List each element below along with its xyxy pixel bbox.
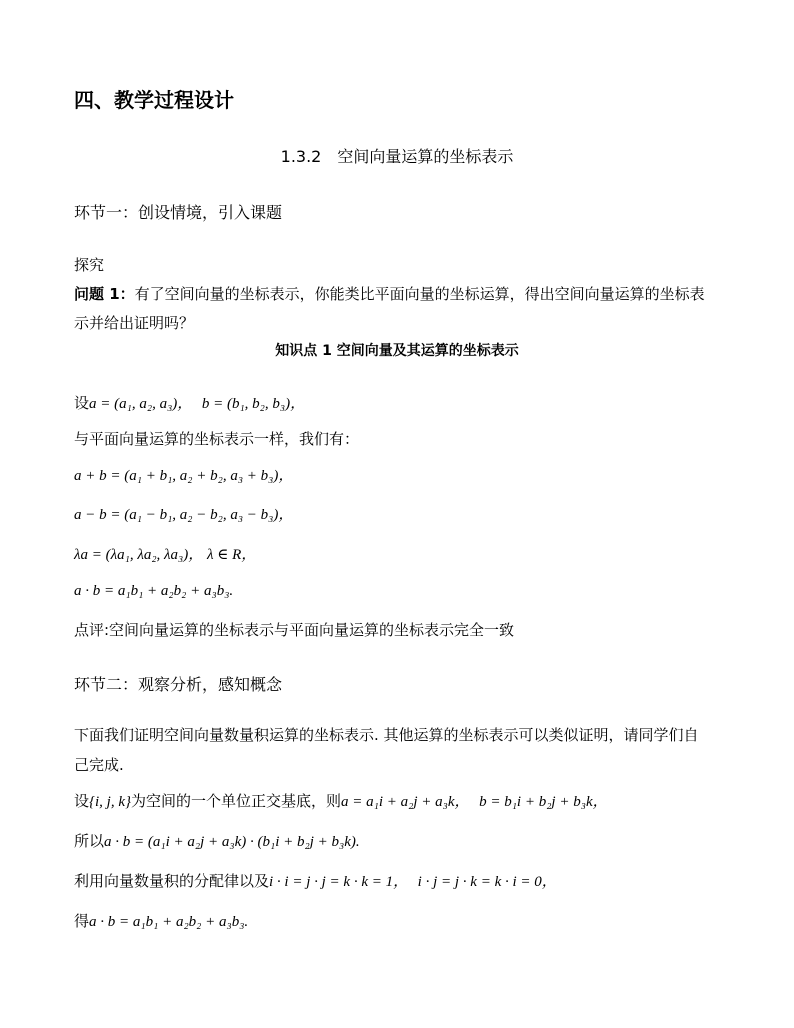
a-expansion: a = a₁i + a₂j + a₃k， (341, 794, 470, 810)
vector-a-definition: a = (a₁, a₂, a₃)， (89, 396, 193, 412)
distributive-statement (74, 870, 557, 891)
so-expression: a · b = (a₁i + a₂j + a₃k) · (b₁i + b₂j + b₃k). (104, 834, 360, 850)
similar-statement: 与平面向量运算的坐标表示一样，我们有： (74, 430, 360, 448)
basis-prefix: 设 (74, 792, 90, 810)
question-text-line2: 示并给出证明吗？ (74, 314, 195, 332)
vector-b-definition: b = (b₁, b₂, b₃)， (201, 396, 306, 412)
unit-products: i · i = j · j = k · k = 1， (269, 874, 409, 890)
basis-statement (74, 790, 608, 811)
difference-formula: a − b = (a₁ − b₁, a₂ − b₂, a₃ − b₃)， (74, 507, 294, 523)
let-word: 设 (74, 394, 90, 412)
explore-label: 探究 (74, 256, 105, 274)
so-statement (74, 830, 360, 851)
result-statement (74, 910, 248, 931)
basis-set: {i, j, k} (89, 794, 132, 810)
stage2-heading: 环节二：观察分析，感知概念 (74, 675, 283, 694)
zero-products: i · j = j · k = k · i = 0， (417, 874, 557, 890)
question-text-line1: 有了空间向量的坐标表示，你能类比平面向量的坐标运算，得出空间向量运算的坐标表 (134, 285, 705, 303)
comment: 点评:空间向量运算的坐标表示与平面向量运算的坐标表示完全一致 (74, 621, 515, 639)
b-expansion: b = b₁i + b₂j + b₃k， (479, 794, 608, 810)
scalar-multiplication-formula: λa = (λa₁, λa₂, λa₃)， λ ∈ R， (74, 547, 257, 563)
question-1 (74, 283, 705, 304)
basis-text: 为空间的一个单位正交基底，则 (131, 792, 342, 810)
sum-formula: a + b = (a₁ + b₁, a₂ + b₂, a₃ + b₃)， (74, 468, 294, 484)
use-prefix: 利用向量数量积的分配律以及 (74, 872, 270, 890)
knowledge-point-title: 知识点 1 空间向量及其运算的坐标表示 (275, 343, 519, 359)
so-prefix: 所以 (74, 832, 105, 850)
result-prefix: 得 (74, 912, 90, 930)
stage1-heading: 环节一：创设情境，引入课题 (74, 203, 283, 222)
dot-product-formula: a · b = a₁b₁ + a₂b₂ + a₃b₃. (74, 583, 234, 599)
vector-definitions (74, 392, 305, 413)
lesson-title: 1.3.2 空间向量运算的坐标表示 (280, 147, 514, 166)
question-label: 问题 1： (74, 285, 135, 303)
section-heading: 四、教学过程设计 (74, 88, 234, 112)
proof-intro-line1: 下面我们证明空间向量数量积运算的坐标表示. 其他运算的坐标表示可以类似证明，请同学们自 (74, 726, 699, 744)
proof-intro-line2: 己完成. (74, 756, 124, 774)
result-expression: a · b = a₁b₁ + a₂b₂ + a₃b₃. (89, 914, 249, 930)
